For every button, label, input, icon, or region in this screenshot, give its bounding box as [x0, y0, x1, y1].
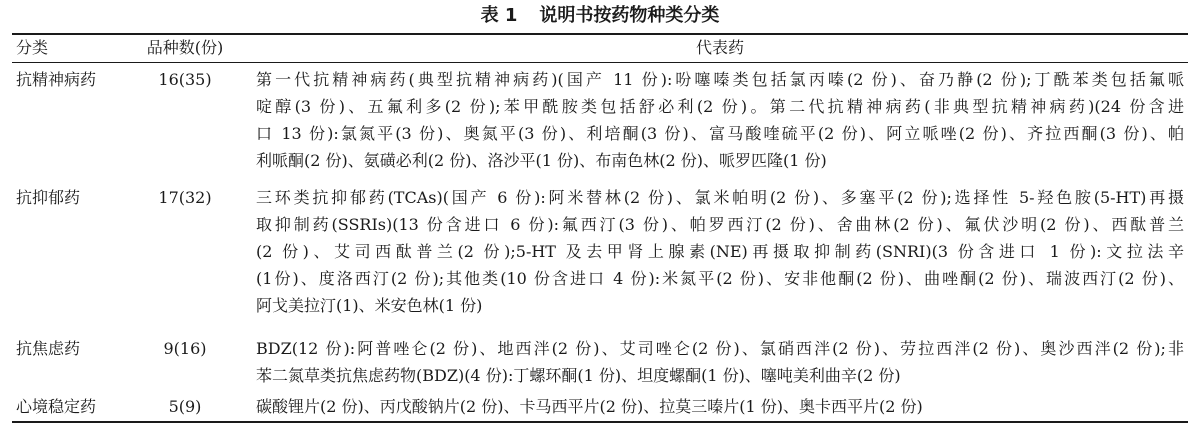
header-category: 分类 [16, 38, 49, 57]
header-count: 品种数(份) [146, 38, 224, 57]
table-number: 表 1 [480, 5, 518, 26]
rep-line: 苯二氮草类抗焦虑药物(BDZ)(4 份):丁螺环酮(1 份)、坦度螺酮(1 份)、噻吨美利曲辛(2 份) [256, 366, 901, 385]
table-bottom-rule [12, 421, 1188, 423]
rep-line: 取抑制药(SSRIs)(13 份含进口 6 份):氟西汀(3 份)、帕罗西汀(2 份)、舍曲林(2 份)、氟伏沙明(2 份)、西酞普兰 [256, 215, 1184, 234]
rep-line: (1份)、度洛西汀(2 份);其他类(10 份含进口 4 份):米氮平(2 份)、安非他酮(2 份)、曲唑酮(2 份)、瑞波西汀(2 份)、 [256, 269, 1184, 288]
table-title: 说明书按药物种类分类 [539, 5, 720, 26]
table-caption [0, 4, 1200, 28]
rep-line: 啶醇(3 份)、五氟利多(2 份);苯甲酰胺类包括舒必利(2 份)。第二代抗精神病药(非典型抗精神病药)(24 份含进 [256, 97, 1184, 116]
row-representative [256, 66, 1184, 174]
rep-line: 口 13 份):氯氮平(3 份)、奥氮平(3 份)、利培酮(3 份)、富马酸喹硫平(2 份)、阿立哌唑(2 份)、齐拉西酮(3 份)、帕 [256, 124, 1184, 143]
row-representative [256, 335, 1184, 389]
rep-line: 利哌酮(2 份)、氨磺必利(2 份)、洛沙平(1 份)、布南色林(2 份)、哌罗匹隆(1 份) [256, 151, 827, 170]
rep-line: 阿戈美拉汀(1)、米安色林(1 份) [256, 296, 483, 315]
row-category: 抗抑郁药 [16, 188, 81, 207]
row-count: 17(32) [158, 188, 212, 207]
row-category: 抗焦虑药 [16, 339, 81, 358]
table-header-rule [12, 62, 1188, 63]
header-representative: 代表药 [695, 38, 744, 57]
rep-line: 第一代抗精神病药(典型抗精神病药)(国产 11 份):吩噻嗪类包括氯丙嗪(2 份)、奋乃静(2 份);丁酰苯类包括氟哌 [256, 70, 1184, 89]
rep-line: 碳酸锂片(2 份)、丙戊酸钠片(2 份)、卡马西平片(2 份)、拉莫三嗪片(1 份)、奥卡西平片(2 份) [256, 397, 923, 416]
row-category: 抗精神病药 [16, 70, 97, 89]
row-representative [256, 393, 1184, 420]
rep-line: BDZ(12 份):阿普唑仑(2 份)、地西泮(2 份)、艾司唑仑(2 份)、氯硝西泮(2 份)、劳拉西泮(2 份)、奥沙西泮(2 份);非 [256, 339, 1184, 358]
row-count: 16(35) [158, 70, 212, 89]
rep-line: (2 份)、艾司西酞普兰(2 份);5-HT 及去甲肾上腺素(NE)再摄取抑制药(SNRI)(3 份含进口 1 份):文拉法辛 [256, 242, 1184, 261]
row-count: 9(16) [163, 339, 207, 358]
row-count: 5(9) [168, 397, 202, 416]
row-representative [256, 184, 1184, 319]
rep-line: 三环类抗抑郁药(TCAs)(国产 6 份):阿米替林(2 份)、氯米帕明(2 份)、多塞平(2 份);选择性 5-羟色胺(5-HT)再摄 [256, 188, 1184, 207]
row-category: 心境稳定药 [16, 397, 97, 416]
